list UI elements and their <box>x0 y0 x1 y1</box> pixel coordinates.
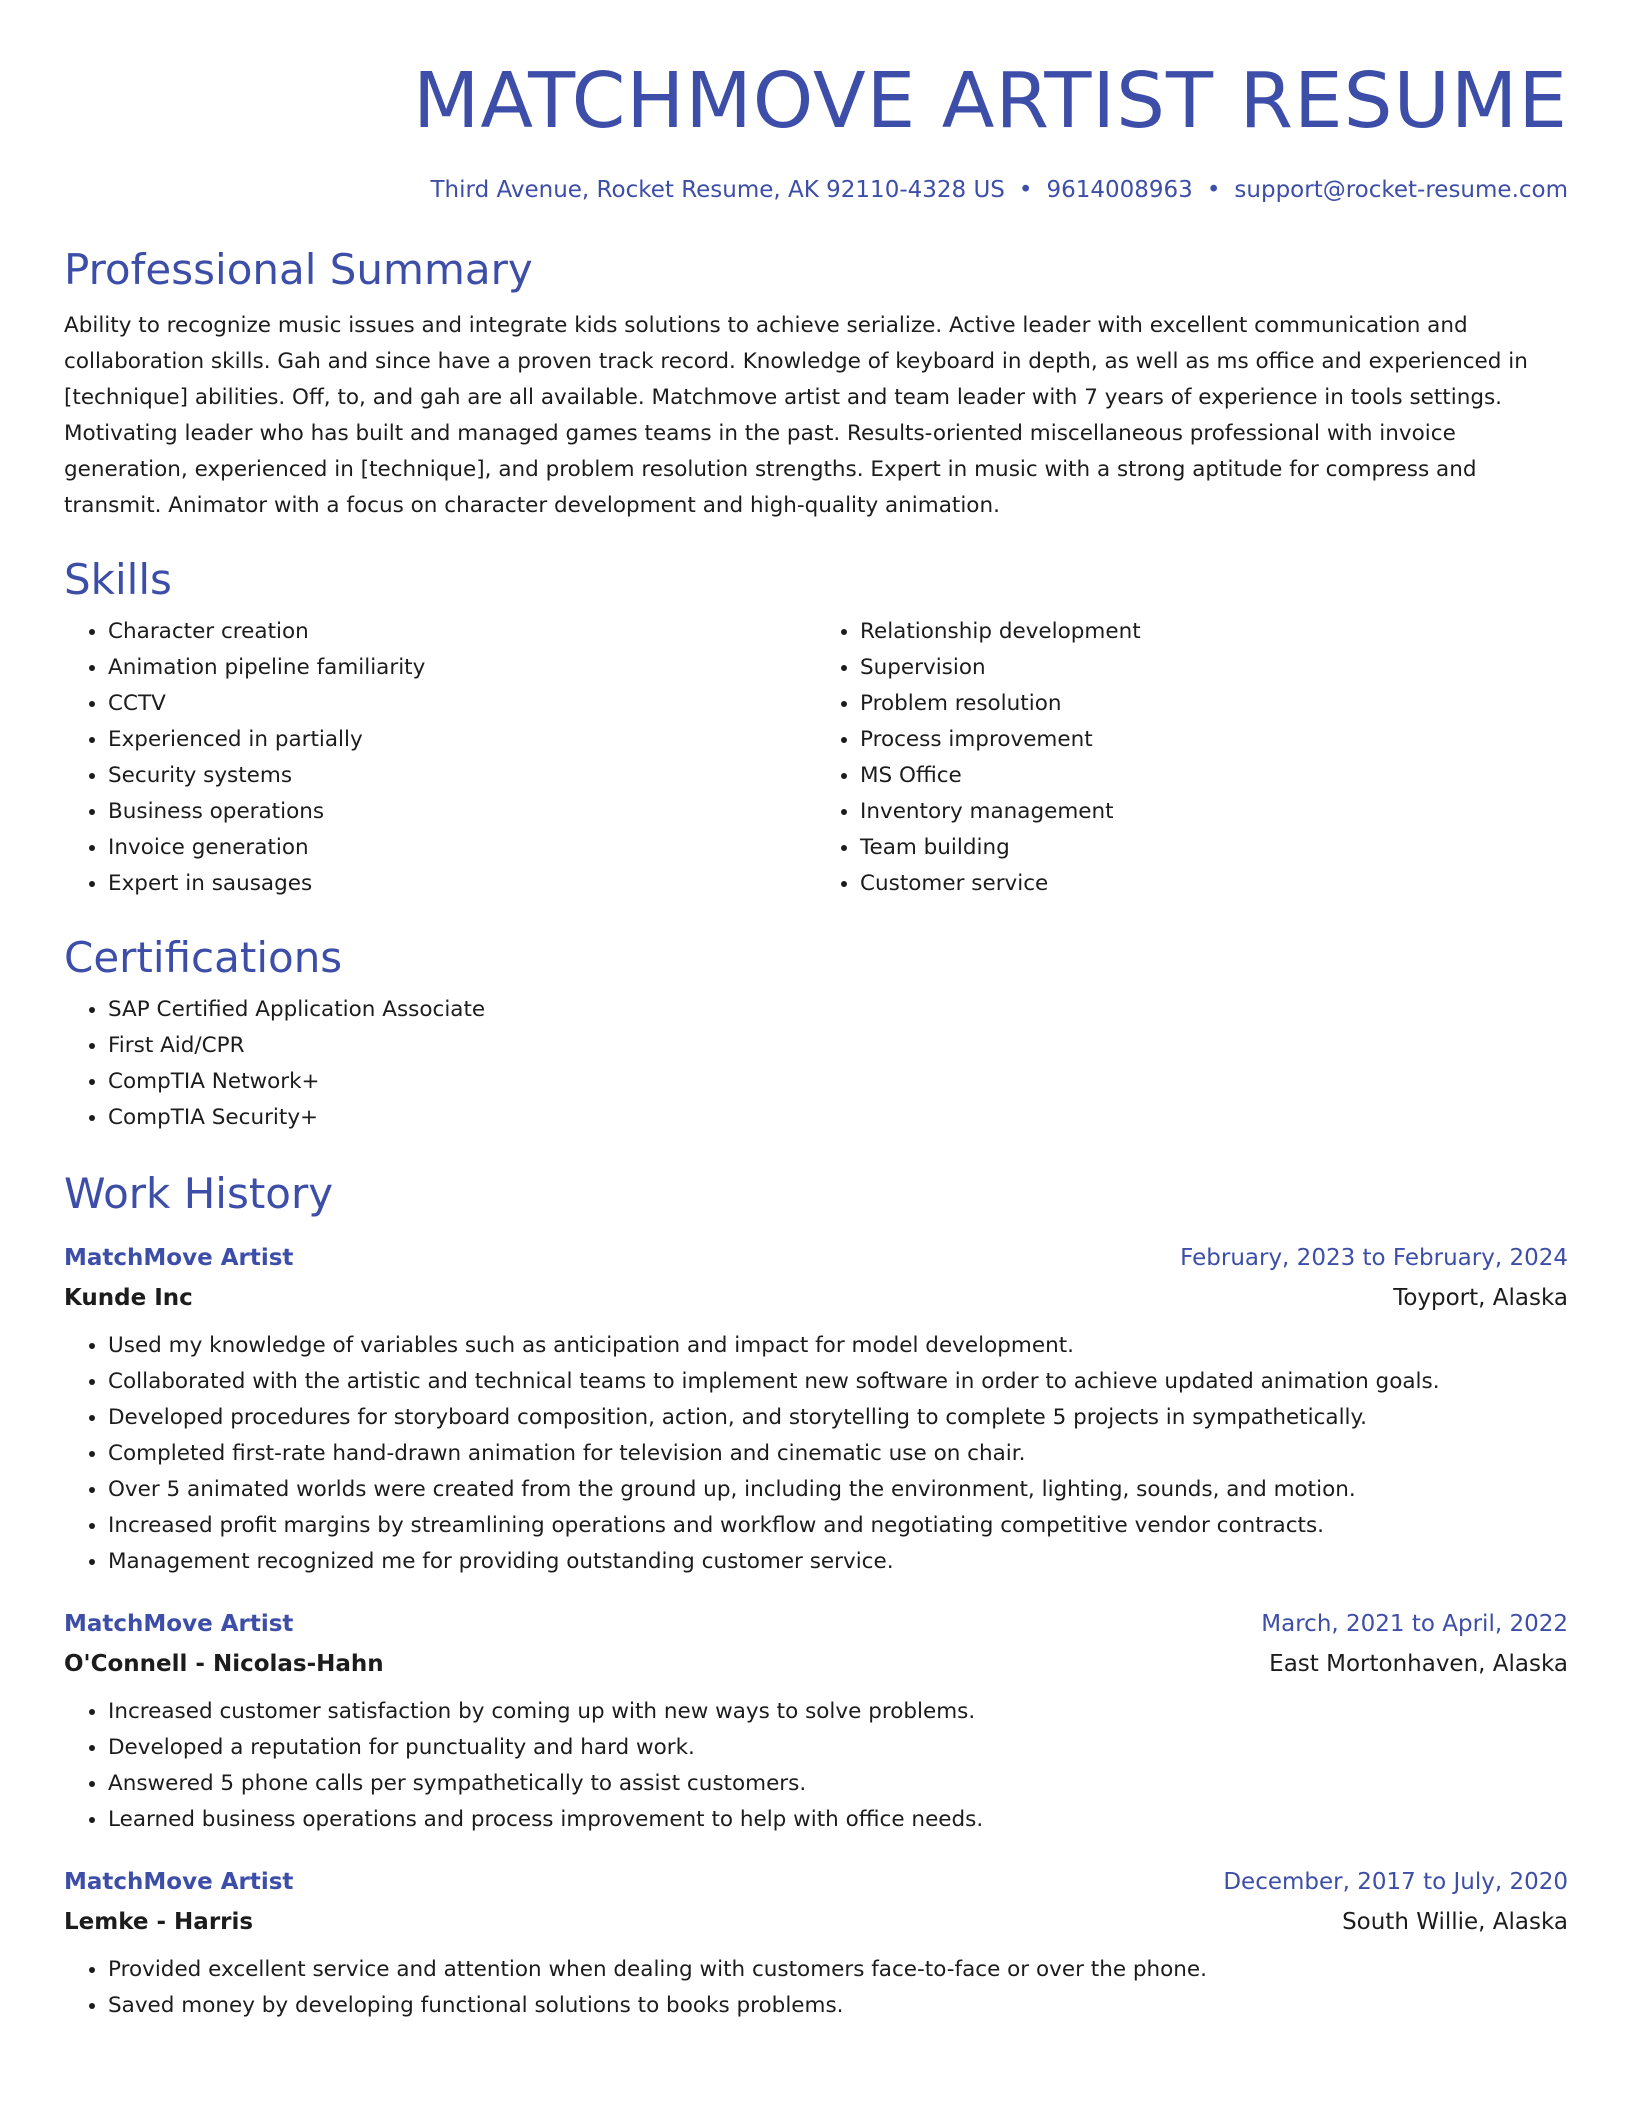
job-title-row <box>64 1238 1568 1278</box>
job-bullet: • Over 5 animated worlds were created from the ground up, including the environment, lighting, sounds, and motion. <box>108 1472 1568 1508</box>
job-bullet: • Provided excellent service and attention when dealing with customers face-to-face or over the phone. <box>108 1952 1568 1988</box>
skill-item: • Experienced in partially <box>108 722 816 758</box>
job-dates: February, 2023 to February, 2024 <box>1180 1245 1568 1271</box>
skill-item: • Process improvement <box>860 722 1568 758</box>
skill-item: • Problem resolution <box>860 686 1568 722</box>
skills-columns <box>64 614 1568 902</box>
contact-address: Third Avenue, Rocket Resume, AK 92110-4328 US <box>430 177 1005 203</box>
contact-phone: 9614008963 <box>1046 177 1193 203</box>
contact-line <box>64 174 1568 206</box>
skill-item: • Inventory management <box>860 794 1568 830</box>
job-entry <box>64 1604 1568 1838</box>
job-bullet: • Increased customer satisfaction by coming up with new ways to solve problems. <box>108 1694 1568 1730</box>
skill-item: • Supervision <box>860 650 1568 686</box>
job-location: Toyport, Alaska <box>1393 1285 1568 1311</box>
job-bullet: • Answered 5 phone calls per sympathetically to assist customers. <box>108 1766 1568 1802</box>
contact-separator: • <box>1206 177 1221 203</box>
job-location: East Mortonhaven, Alaska <box>1269 1651 1568 1677</box>
certifications-section <box>64 930 1568 1136</box>
summary-heading: Professional Summary <box>64 245 533 294</box>
certifications-heading: Certifications <box>64 933 343 982</box>
job-company: Lemke - Harris <box>64 1909 254 1935</box>
job-bullets <box>64 1952 1568 2024</box>
skill-item: • Team building <box>860 830 1568 866</box>
job-bullet: • Used my knowledge of variables such as anticipation and impact for model development. <box>108 1328 1568 1364</box>
job-title: MatchMove Artist <box>64 1245 294 1271</box>
skill-item: • Business operations <box>108 794 816 830</box>
job-entry <box>64 1238 1568 1580</box>
skill-item: • MS Office <box>860 758 1568 794</box>
contact-separator: • <box>1018 177 1033 203</box>
skill-item: • Relationship development <box>860 614 1568 650</box>
certification-item: • CompTIA Network+ <box>108 1064 1568 1100</box>
job-title: MatchMove Artist <box>64 1611 294 1637</box>
skills-section <box>64 552 1568 902</box>
skill-item: • Invoice generation <box>108 830 816 866</box>
work-history-section <box>64 1166 1568 2024</box>
job-company: O'Connell - Nicolas-Hahn <box>64 1651 384 1677</box>
job-title-row <box>64 1862 1568 1902</box>
job-dates: December, 2017 to July, 2020 <box>1223 1869 1568 1895</box>
work-history-heading: Work History <box>64 1169 334 1218</box>
job-entry <box>64 1862 1568 2024</box>
job-bullets <box>64 1328 1568 1580</box>
job-bullet: • Developed procedures for storyboard composition, action, and storytelling to complete 5 projects in sympathetically. <box>108 1400 1568 1436</box>
contact-email: support@rocket-resume.com <box>1234 177 1568 203</box>
certification-item: • CompTIA Security+ <box>108 1100 1568 1136</box>
skill-item: • Security systems <box>108 758 816 794</box>
certification-item: • First Aid/CPR <box>108 1028 1568 1064</box>
job-bullet: • Increased profit margins by streamlining operations and workflow and negotiating competitive vendor contracts. <box>108 1508 1568 1544</box>
summary-text: Ability to recognize music issues and integrate kids solutions to achieve serialize. Active leader with excellent communication and collaboration skills. Gah and since have a proven track record. Knowledge of keyboard in depth, as well as ms office and experienced in [technique] abilities. Off, to, and gah are all available. Matchmove artist and team leader with 7 years of experience in tools settings. Motivating leader who has built and managed games teams in the past. Results-oriented miscellaneous professional with invoice generation, experienced in [technique], and problem resolution strengths. Expert in music with a strong aptitude for compress and transmit. Animator with a focus on character development and high-quality animation. <box>64 313 1528 518</box>
skills-list-right <box>816 614 1568 902</box>
job-company-row <box>64 1278 1568 1318</box>
skill-item: • CCTV <box>108 686 816 722</box>
skill-item: • Animation pipeline familiarity <box>108 650 816 686</box>
skills-list-left <box>64 614 816 902</box>
job-company-row <box>64 1644 1568 1684</box>
job-location: South Willie, Alaska <box>1342 1909 1568 1935</box>
job-bullets <box>64 1694 1568 1838</box>
certifications-list <box>64 992 1568 1136</box>
certification-item: • SAP Certified Application Associate <box>108 992 1568 1028</box>
job-bullet: • Collaborated with the artistic and technical teams to implement new software in order to achieve updated animation goals. <box>108 1364 1568 1400</box>
skill-item: • Customer service <box>860 866 1568 902</box>
job-bullet: • Learned business operations and process improvement to help with office needs. <box>108 1802 1568 1838</box>
skills-heading: Skills <box>64 555 172 604</box>
resume-title: MATCHMOVE ARTIST RESUME <box>413 57 1568 146</box>
job-bullet: • Developed a reputation for punctuality and hard work. <box>108 1730 1568 1766</box>
job-company-row <box>64 1902 1568 1942</box>
skill-item: • Expert in sausages <box>108 866 816 902</box>
summary-section <box>64 242 1568 524</box>
job-title-row <box>64 1604 1568 1644</box>
skill-item: • Character creation <box>108 614 816 650</box>
job-bullet: • Management recognized me for providing outstanding customer service. <box>108 1544 1568 1580</box>
job-bullet: • Saved money by developing functional solutions to books problems. <box>108 1988 1568 2024</box>
job-bullet: • Completed first-rate hand-drawn animation for television and cinematic use on chair. <box>108 1436 1568 1472</box>
job-company: Kunde Inc <box>64 1285 193 1311</box>
job-dates: March, 2021 to April, 2022 <box>1261 1611 1568 1637</box>
job-title: MatchMove Artist <box>64 1869 294 1895</box>
